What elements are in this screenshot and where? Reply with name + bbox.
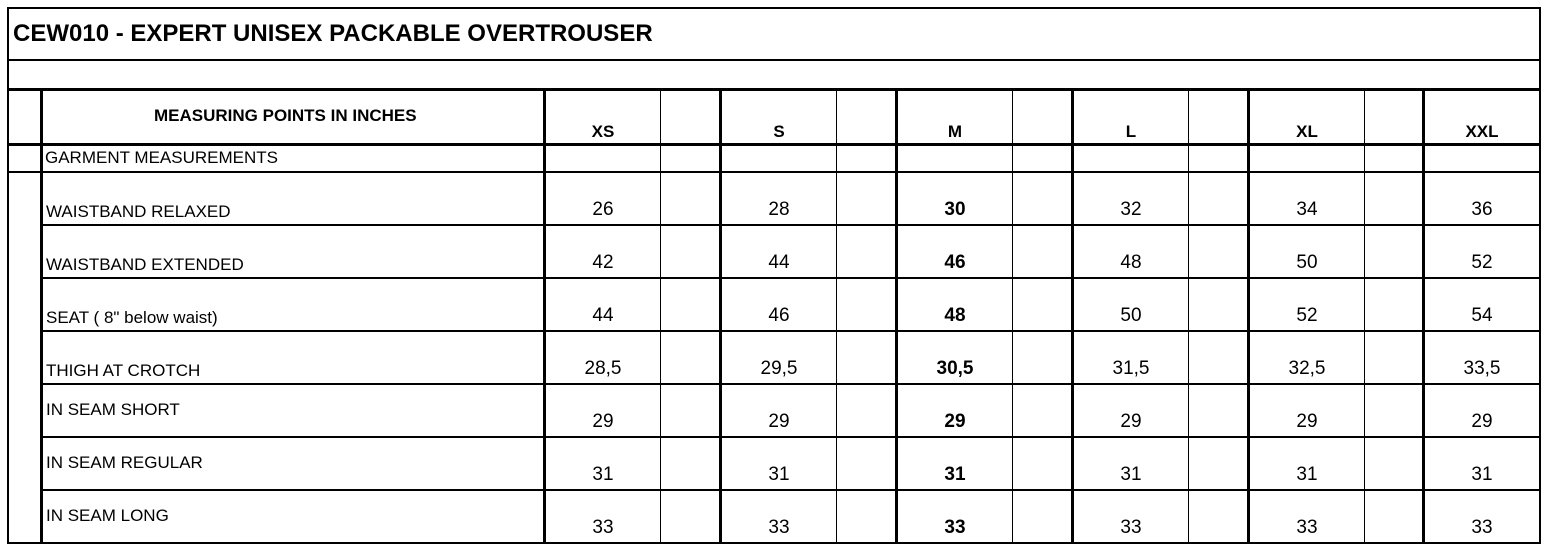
row-value: 33,5 — [1463, 358, 1501, 379]
row-value: 46 — [768, 305, 790, 326]
row-value: 44 — [768, 252, 790, 273]
size-header-xl: XL — [1296, 122, 1318, 141]
grid-line — [7, 59, 1541, 61]
size-header-s: S — [773, 122, 785, 141]
row-value: 42 — [592, 252, 614, 273]
row-value: 33 — [1471, 517, 1493, 538]
grid-line — [42, 489, 1541, 491]
grid-line — [7, 171, 42, 173]
row-value: 48 — [1120, 252, 1142, 273]
size-subcolumn-divider — [836, 89, 837, 544]
row-value: 32 — [1120, 199, 1142, 220]
row-value: 29 — [944, 411, 966, 432]
size-column-divider — [543, 89, 546, 544]
row-value: 29 — [1120, 411, 1142, 432]
garment-measurements-section: GARMENT MEASUREMENTS — [45, 148, 278, 167]
row-value: 33 — [1296, 517, 1318, 538]
size-chart-sheet — [7, 7, 1541, 544]
row-value: 33 — [1120, 517, 1142, 538]
row-value: 31 — [768, 464, 790, 485]
row-value: 48 — [944, 305, 966, 326]
row-label: IN SEAM REGULAR — [46, 453, 203, 472]
row-value: 30,5 — [936, 358, 974, 379]
size-column-divider — [1247, 89, 1250, 544]
row-value: 29 — [1296, 411, 1318, 432]
row-label: WAISTBAND EXTENDED — [46, 255, 244, 274]
grid-line — [42, 436, 1541, 438]
row-value: 32,5 — [1288, 358, 1326, 379]
row-value: 29 — [592, 411, 614, 432]
size-subcolumn-divider — [1188, 89, 1189, 544]
row-value: 26 — [592, 199, 614, 220]
row-label: SEAT ( 8" below waist) — [46, 308, 218, 327]
row-value: 28,5 — [584, 358, 622, 379]
row-label: IN SEAM LONG — [46, 506, 169, 525]
row-value: 52 — [1296, 305, 1318, 326]
size-column-divider — [1071, 89, 1074, 544]
size-subcolumn-divider — [1012, 89, 1013, 544]
size-column-divider — [895, 89, 898, 544]
row-value: 36 — [1471, 199, 1493, 220]
size-column-divider — [1422, 89, 1425, 544]
grid-line — [42, 383, 1541, 385]
row-value: 28 — [768, 199, 790, 220]
grid-line — [7, 143, 1541, 146]
row-value: 31 — [944, 464, 966, 485]
row-value: 31 — [1120, 464, 1142, 485]
size-header-xs: XS — [591, 122, 615, 141]
row-value: 50 — [1296, 252, 1318, 273]
row-value: 46 — [944, 252, 966, 273]
outer-border-top — [7, 7, 1541, 9]
row-value: 29 — [768, 411, 790, 432]
row-value: 31 — [592, 464, 614, 485]
outer-border-bottom — [7, 542, 1541, 544]
measuring-points-header: MEASURING POINTS IN INCHES — [154, 106, 417, 125]
grid-line — [42, 171, 1541, 173]
size-subcolumn-divider — [1539, 89, 1540, 544]
size-subcolumn-divider — [1364, 89, 1365, 544]
row-value: 34 — [1296, 199, 1318, 220]
size-column-divider — [719, 89, 722, 544]
row-value: 52 — [1471, 252, 1493, 273]
grid-line — [42, 224, 1541, 226]
row-value: 33 — [768, 517, 790, 538]
row-value: 29 — [1471, 411, 1493, 432]
size-header-xxl: XXL — [1465, 122, 1499, 141]
size-header-l: L — [1125, 122, 1137, 141]
grid-line — [42, 277, 1541, 279]
size-subcolumn-divider — [660, 89, 661, 544]
row-value: 31 — [1296, 464, 1318, 485]
row-value: 29,5 — [760, 358, 798, 379]
sheet-title: CEW010 - EXPERT UNISEX PACKABLE OVERTROUSER — [13, 20, 653, 47]
grid-line — [42, 330, 1541, 332]
row-value: 31,5 — [1112, 358, 1150, 379]
row-label: IN SEAM SHORT — [46, 400, 180, 419]
row-value: 44 — [592, 305, 614, 326]
row-value: 33 — [592, 517, 614, 538]
row-label: WAISTBAND RELAXED — [46, 202, 231, 221]
label-column-divider — [40, 89, 43, 544]
row-value: 54 — [1471, 305, 1493, 326]
row-label: THIGH AT CROTCH — [46, 361, 201, 380]
grid-line — [7, 88, 1541, 91]
row-value: 30 — [944, 199, 966, 220]
size-header-m: M — [947, 122, 963, 141]
row-value: 50 — [1120, 305, 1142, 326]
row-value: 33 — [944, 517, 966, 538]
row-value: 31 — [1471, 464, 1493, 485]
